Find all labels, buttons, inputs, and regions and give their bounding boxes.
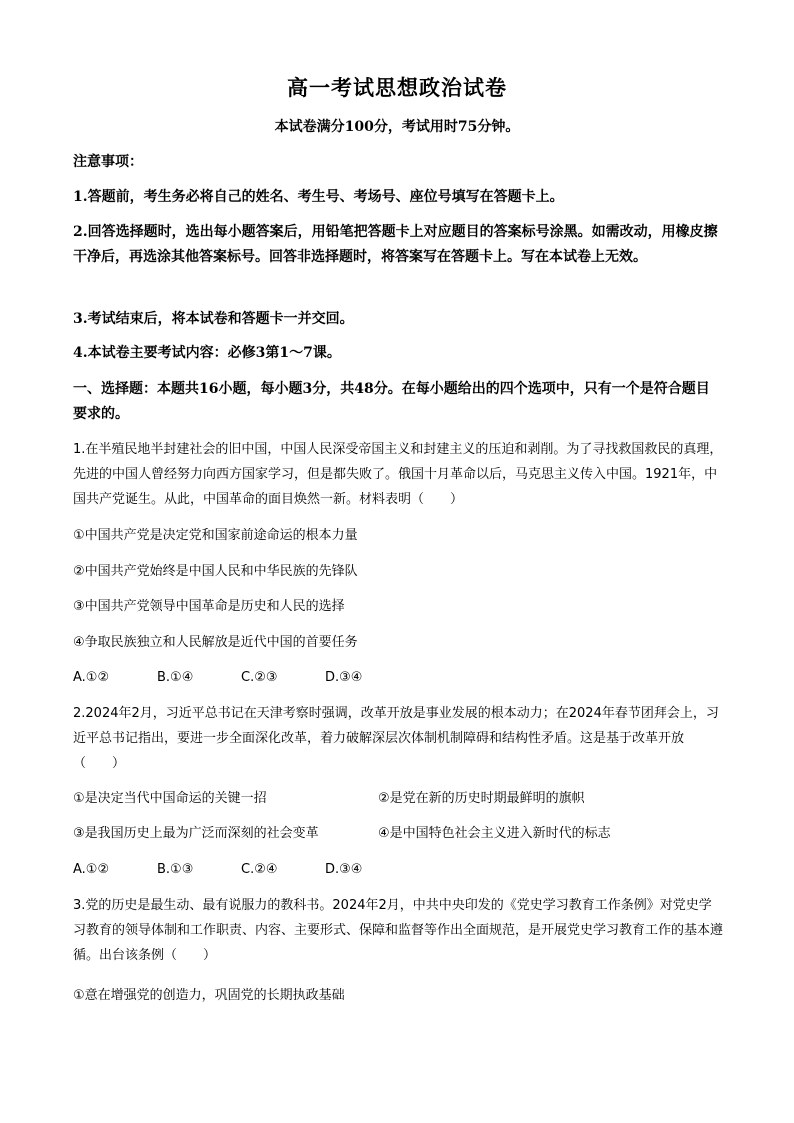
note-item-4: 4.本试卷主要考试内容：必修3第1～7课。 bbox=[73, 345, 341, 361]
question-1-statement-4: ④争取民族独立和人民解放是近代中国的首要任务 bbox=[73, 635, 358, 650]
question-1-options bbox=[73, 668, 409, 688]
note-item-3: 3.考试结束后，将本试卷和答题卡一并交回。 bbox=[73, 311, 354, 327]
option-c: C.②④ bbox=[241, 862, 278, 877]
question-3-statement-1: ①意在增强党的创造力，巩固党的长期执政基础 bbox=[73, 988, 345, 1003]
question-2-statement-4: ④是中国特色社会主义进入新时代的标志 bbox=[378, 826, 611, 841]
question-2-statement-1: ①是决定当代中国命运的关键一招 bbox=[73, 791, 267, 806]
question-2-options bbox=[73, 860, 409, 880]
note-item-1: 1.答题前，考生务必将自己的姓名、考生号、考场号、座位号填写在答题卡上。 bbox=[73, 189, 564, 205]
question-1-statement-3: ③中国共产党领导中国革命是历史和人民的选择 bbox=[73, 599, 345, 614]
exam-title: 高一考试思想政治试卷 bbox=[287, 75, 507, 100]
question-2-statement-3: ③是我国历史上最为广泛而深刻的社会变革 bbox=[73, 826, 319, 841]
question-2-statements-row-2 bbox=[73, 824, 723, 844]
exam-subtitle: 本试卷满分100分，考试用时75分钟。 bbox=[274, 119, 520, 135]
option-a: A.①② bbox=[73, 862, 110, 877]
question-1-stem: 1.在半殖民地半封建社会的旧中国，中国人民深受帝国主义和封建主义的压迫和剥削。为了寻找救国救民的真理，先进的中国人曾经努力向西方国家学习，但是都失败了。俄国十月革命以后，马克思主义传入中国。1921年，中国共产党诞生。从此，中国革命的面目焕然一新。材料表明（ ） bbox=[73, 442, 723, 507]
question-3-stem: 3.党的历史是最生动、最有说服力的教科书。2024年2月，中共中央印发的《党史学习教育工作条例》对党史学习教育的领导体制和工作职责、内容、主要形式、保障和监督等作出全面规范，是开展党史学习教育工作的基本遵循。出台该条例（ ） bbox=[73, 898, 724, 963]
note-item-2: 2.回答选择题时，选出每小题答案后，用铅笔把答题卡上对应题目的答案标号涂黑。如需改动，用橡皮擦干净后，再选涂其他答案标号。回答非选择题时，将答案写在答题卡上。写在本试卷上无效。 bbox=[73, 224, 718, 265]
option-a: A.①② bbox=[73, 670, 110, 685]
question-1-statement-2: ②中国共产党始终是中国人民和中华民族的先锋队 bbox=[73, 564, 358, 579]
option-b: B.①③ bbox=[157, 862, 194, 877]
question-2-statements-row-1 bbox=[73, 789, 723, 809]
option-b: B.①④ bbox=[157, 670, 194, 685]
section-heading: 一、选择题：本题共16小题，每小题3分，共48分。在每小题给出的四个选项中，只有一个是符合题目要求的。 bbox=[73, 381, 710, 422]
option-c: C.②③ bbox=[241, 670, 278, 685]
question-1-statement-1: ①中国共产党是决定党和国家前途命运的根本力量 bbox=[73, 528, 358, 543]
option-d: D.③④ bbox=[325, 670, 363, 685]
question-2-stem: 2.2024年2月，习近平总书记在天津考察时强调，改革开放是事业发展的根本动力；在2024年春节团拜会上，习近平总书记指出，要进一步全面深化改革，着力破解深层次体制机制障碍和结构性矛盾。这是基于改革开放（ ） bbox=[73, 706, 719, 771]
notes-heading: 注意事项： bbox=[73, 154, 143, 170]
option-d: D.③④ bbox=[325, 862, 363, 877]
question-2-statement-2: ②是党在新的历史时期最鲜明的旗帜 bbox=[378, 791, 585, 806]
